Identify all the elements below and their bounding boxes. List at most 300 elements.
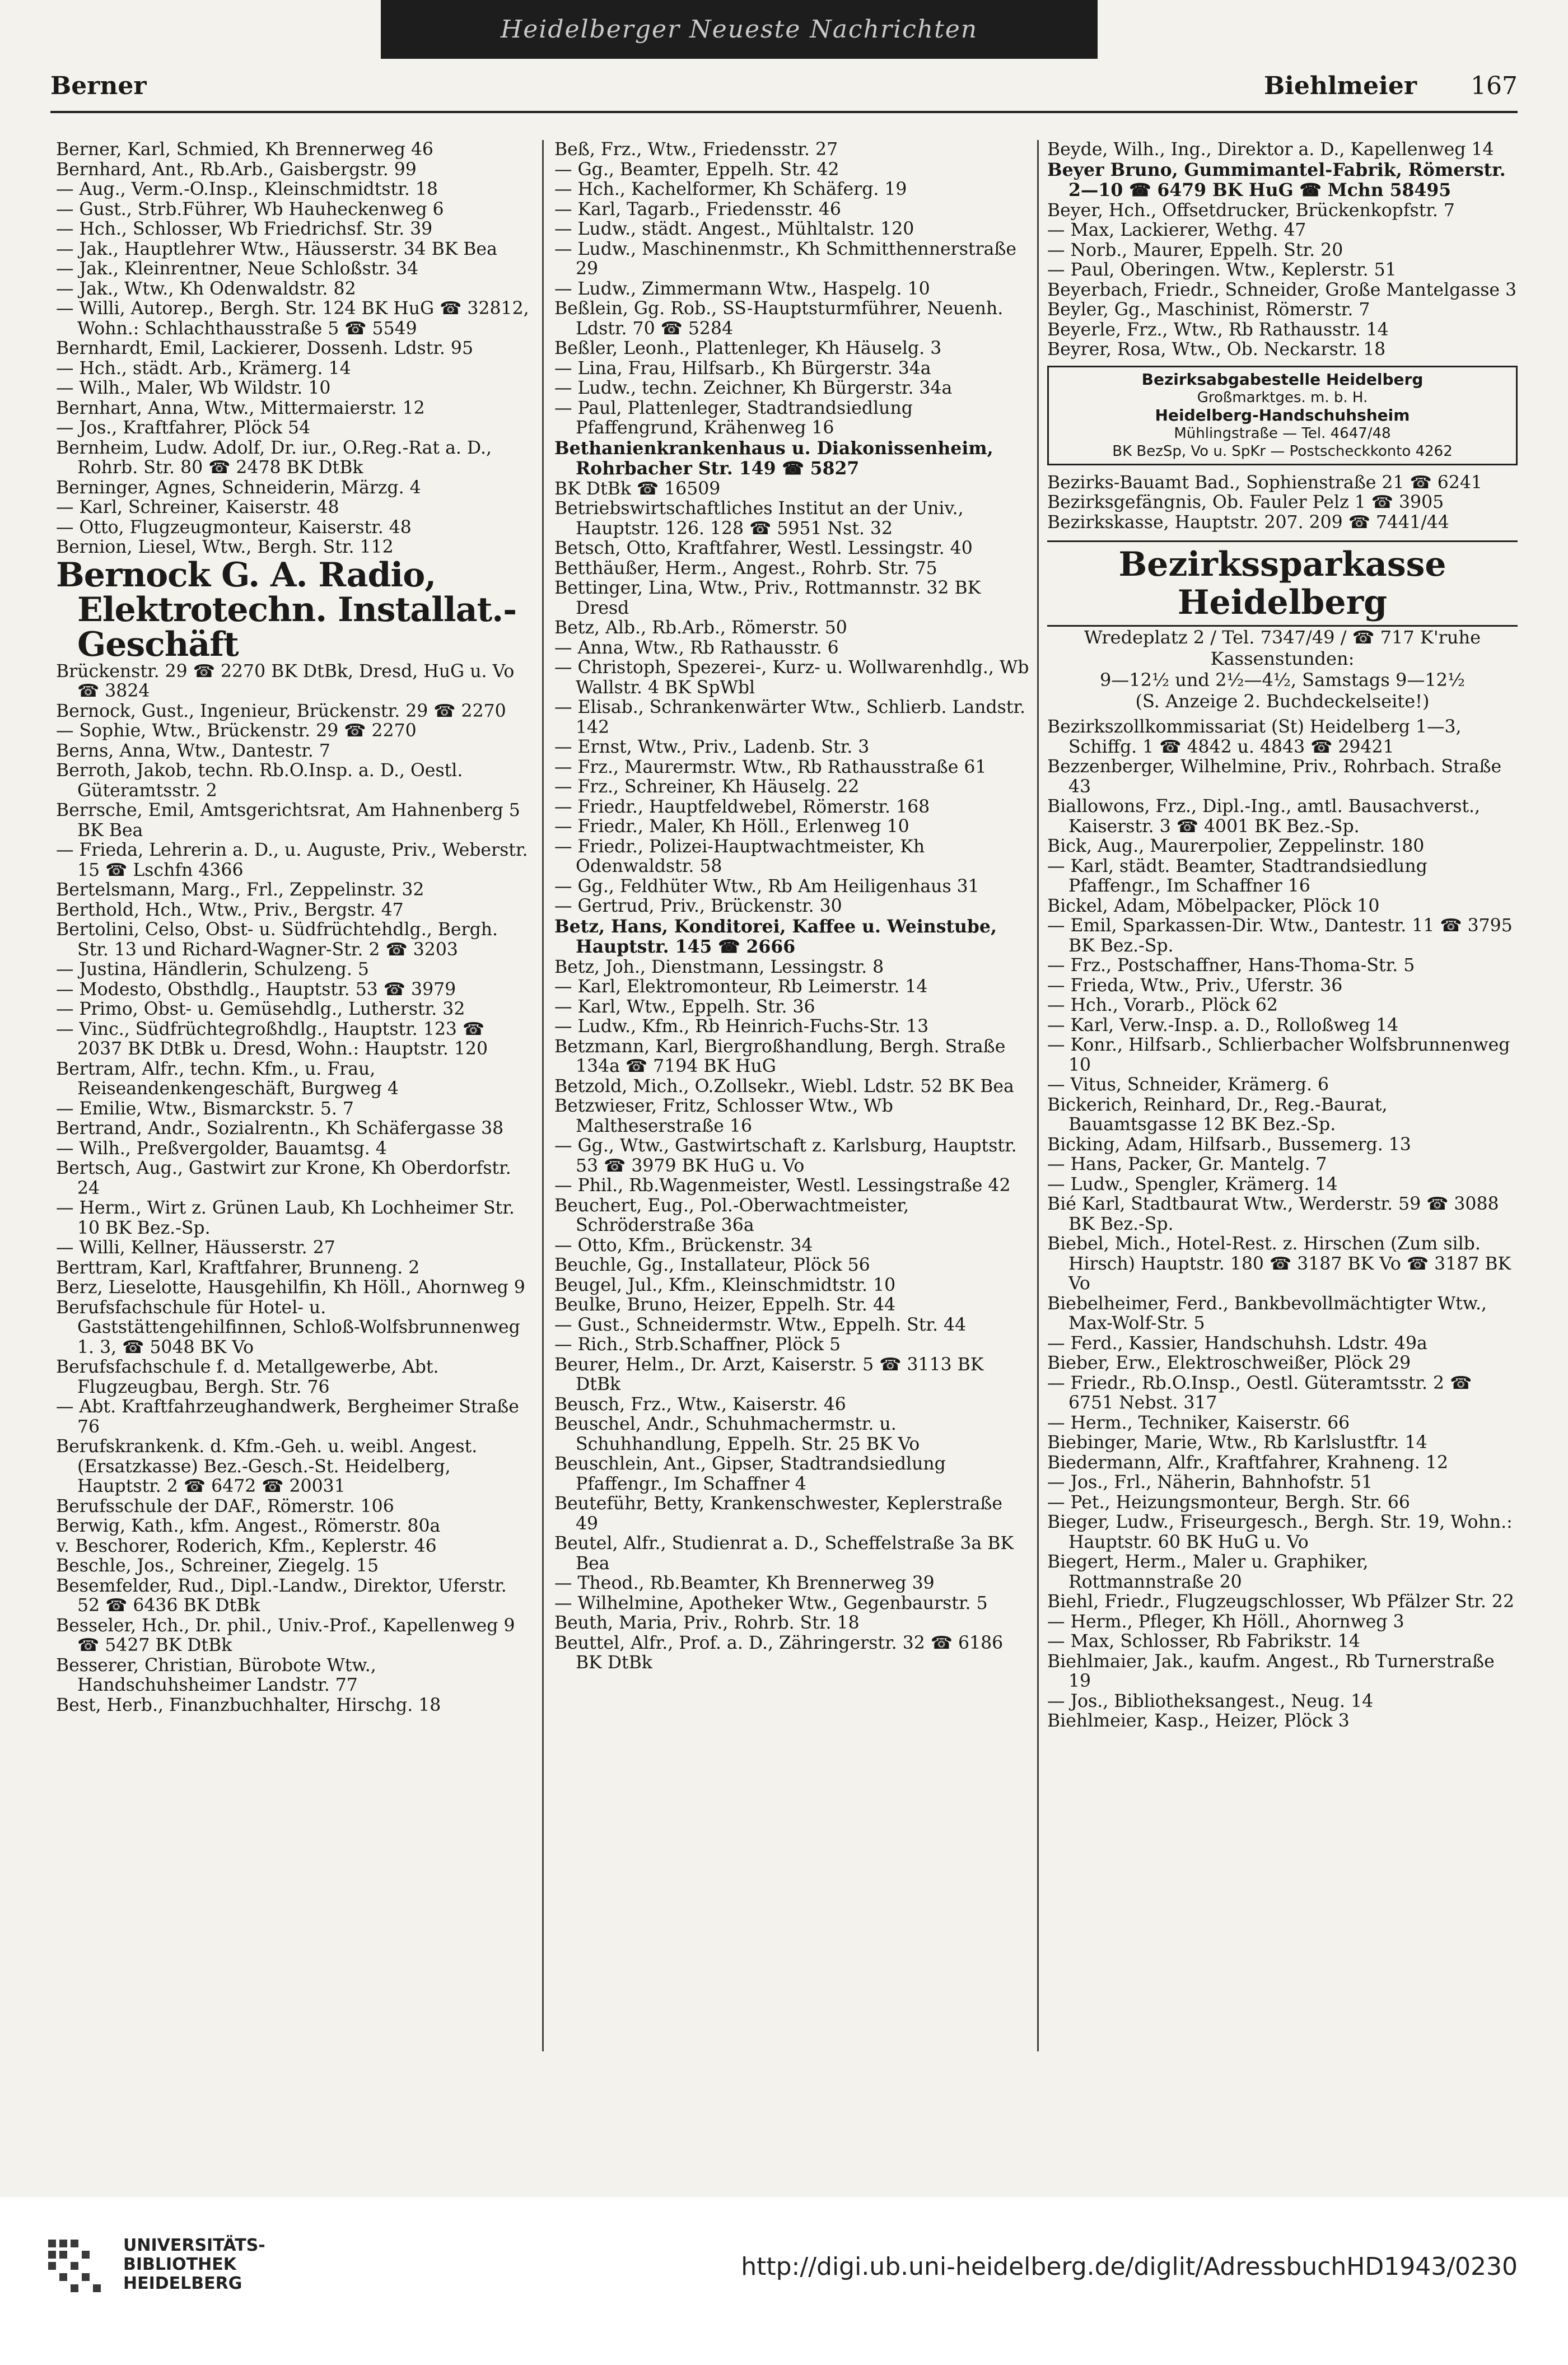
directory-entry — [554, 279, 1030, 300]
entry-text: — Hch., städt. Arb., Krämerg. 14 — [56, 358, 351, 379]
directory-entry — [1047, 897, 1518, 917]
directory-entry — [554, 1355, 1030, 1395]
ad-line: BK BezSp, Vo u. SpKr — Postscheckkonto 4262 — [1112, 442, 1453, 460]
entry-text: — Gg., Feldhüter Wtw., Rb Am Heiligenhaus 31 — [554, 876, 979, 897]
column-3 — [1047, 140, 1518, 2051]
directory-entry — [1047, 1374, 1518, 1414]
entry-text: Berns, Anna, Wtw., Dantestr. 7 — [56, 740, 330, 761]
directory-entry — [1047, 996, 1518, 1016]
directory-entry — [56, 180, 532, 200]
directory-entry — [56, 1556, 532, 1576]
directory-entry — [56, 1159, 532, 1198]
entry-text: Berufsschule der DAF., Römerstr. 106 — [56, 1496, 394, 1517]
directory-entry — [56, 1616, 532, 1656]
entry-text: Betzwieser, Fritz, Schlosser Wtw., Wb Maltheserstraße 16 — [554, 1096, 893, 1136]
directory-entry — [554, 1454, 1030, 1494]
entry-text: Berrsche, Emil, Amtsgerichtsrat, Am Hahnenberg 5 BK Bea — [56, 800, 520, 841]
directory-entry — [1047, 1433, 1518, 1453]
directory-entry — [554, 1316, 1030, 1336]
directory-entry — [554, 1037, 1030, 1077]
directory-entry — [56, 980, 532, 1000]
directory-entry — [56, 1198, 532, 1238]
entry-text: Bernhardt, Emil, Lackierer, Dossenh. Ldstr. 95 — [56, 338, 474, 358]
entry-text: Besemfelder, Rud., Dipl.-Landw., Direktor, Uferstr. 52 ☎ 6436 BK DtBk — [56, 1575, 507, 1616]
directory-entry — [56, 1099, 532, 1119]
newspaper-banner: Heidelberger Neueste Nachrichten — [381, 0, 1098, 59]
entry-text: — Gg., Beamter, Eppelh. Str. 42 — [554, 159, 839, 180]
entry-text: — Norb., Maurer, Eppelh. Str. 20 — [1047, 240, 1343, 260]
directory-entry — [1047, 1632, 1518, 1652]
entry-text: — Wilh., Preßvergolder, Bauamtsg. 4 — [56, 1138, 387, 1159]
entry-text: Berninger, Agnes, Schneiderin, Märzg. 4 — [56, 477, 421, 498]
directory-entry — [1047, 340, 1518, 360]
entry-text: — Theod., Rb.Beamter, Kh Brennerweg 39 — [554, 1573, 935, 1593]
directory-entry — [56, 761, 532, 801]
directory-entry — [554, 1574, 1030, 1594]
entry-text: Bick, Aug., Maurerpolier, Zeppelinstr. 180 — [1047, 836, 1425, 856]
ad-line: Mühlingstraße — Tel. 4647/48 — [1174, 425, 1391, 442]
entry-text: Beuschel, Andr., Schuhmachermstr. u. Schuhhandlung, Eppelh. Str. 25 BK Vo — [554, 1414, 920, 1454]
directory-entry — [554, 1176, 1030, 1196]
directory-entry — [554, 917, 1030, 958]
advertisement-box — [1047, 366, 1518, 465]
entry-text: Berz, Lieselotte, Hausgehilfin, Kh Höll., Ahornweg 9 — [56, 1277, 525, 1298]
directory-entry — [1047, 201, 1518, 221]
directory-entry — [56, 1278, 532, 1298]
entry-text: — Jak., Kleinrentner, Neue Schloßstr. 34 — [56, 259, 419, 279]
entry-text: — Rich., Strb.Schaffner, Plöck 5 — [554, 1335, 841, 1355]
entry-text: — Ludw., techn. Zeichner, Kh Bürgerstr. 34a — [554, 378, 953, 398]
directory-entry — [56, 1576, 532, 1616]
entry-text: Bieber, Erw., Elektroschweißer, Plöck 29 — [1047, 1353, 1411, 1373]
directory-entry — [554, 797, 1030, 818]
entry-text: — Modesto, Obsthdlg., Hauptstr. 53 ☎ 3979 — [56, 979, 456, 1000]
directory-entry — [554, 1634, 1030, 1673]
directory-entry — [56, 920, 532, 960]
directory-entry — [554, 997, 1030, 1018]
directory-entry — [56, 1238, 532, 1258]
directory-entry — [1047, 1035, 1518, 1075]
entry-text: — Otto, Flugzeugmonteur, Kaiserstr. 48 — [56, 517, 412, 538]
entry-text: Betzold, Mich., O.Zollsekr., Wiebl. Ldstr. 52 BK Bea — [554, 1076, 1014, 1097]
directory-entry — [56, 901, 532, 921]
entry-text: — Jak., Hauptlehrer Wtw., Häusserstr. 34 BK Bea — [56, 239, 497, 259]
entry-text: Bié Karl, Stadtbaurat Wtw., Werderstr. 59 ☎ 3088 BK Bez.-Sp. — [1047, 1194, 1499, 1234]
directory-entry — [1047, 1155, 1518, 1175]
entry-text: Brückenstr. 29 ☎ 2270 BK DtBk, Dresd, HuG u. Vo ☎ 3824 — [56, 661, 515, 701]
entry-text: Bezirkskasse, Hauptstr. 207. 209 ☎ 7441/44 — [1047, 512, 1449, 533]
directory-entry — [554, 379, 1030, 399]
entry-text: — Gust., Schneidermstr. Wtw., Eppelh. Str. 44 — [554, 1314, 967, 1335]
ad-line: Heidelberg-Handschuhsheim — [1155, 405, 1410, 425]
ad-line: Großmarktges. m. b. H. — [1197, 389, 1368, 406]
entry-text: — Elisab., Schrankenwärter Wtw., Schlierb. Landstr. 142 — [554, 697, 1026, 738]
directory-entry — [1047, 140, 1518, 160]
sparkasse-line: Wredeplatz 2 / Tel. 7347/49 / ☎ 717 K'ruhe — [1084, 627, 1481, 648]
entry-text: Beuschlein, Ant., Gipser, Stadtrandsiedlung Pfaffengr., Im Schaffner 4 — [554, 1454, 946, 1494]
directory-entry — [554, 1295, 1030, 1316]
directory-entry — [56, 702, 532, 722]
directory-entry — [1047, 320, 1518, 340]
directory-entry — [1047, 976, 1518, 996]
entry-text: — Pet., Heizungsmonteur, Bergh. Str. 66 — [1047, 1492, 1410, 1513]
directory-entry — [554, 140, 1030, 160]
entry-text: Bernhart, Anna, Wtw., Mittermaierstr. 12 — [56, 398, 425, 418]
directory-entry — [554, 1236, 1030, 1256]
directory-entry — [56, 518, 532, 538]
entry-text: — Paul, Plattenleger, Stadtrandsiedlung Pfaffengrund, Krähenweg 16 — [554, 398, 913, 438]
entry-text: Biebel, Mich., Hotel-Rest. z. Hirschen (Zum silb. Hirsch) Hauptstr. 180 ☎ 3187 BK Vo ☎ 3187 BK Vo — [1047, 1234, 1511, 1294]
directory-entry — [1047, 1612, 1518, 1632]
entry-text: Biebelheimer, Ferd., Bankbevollmächtigter Wtw., Max-Wolf-Str. 5 — [1047, 1293, 1487, 1333]
directory-entry — [56, 1258, 532, 1279]
directory-entry — [1047, 1354, 1518, 1374]
directory-entry — [1047, 1294, 1518, 1334]
directory-entry — [554, 638, 1030, 659]
entry-text: — Ernst, Wtw., Priv., Ladenb. Str. 3 — [554, 737, 870, 757]
directory-entry — [1047, 857, 1518, 897]
directory-entry — [1047, 300, 1518, 320]
directory-entry — [1047, 1234, 1518, 1294]
entry-text: — Frieda, Lehrerin a. D., u. Auguste, Priv., Weberstr. 15 ☎ Lschfn 4366 — [56, 840, 528, 880]
entry-text: Beuteführ, Betty, Krankenschwester, Keplerstraße 49 — [554, 1494, 1003, 1534]
entry-text: Beusch, Frz., Wtw., Kaiserstr. 46 — [554, 1394, 846, 1415]
directory-entry — [56, 200, 532, 220]
directory-entry — [554, 658, 1030, 698]
entry-text: Bezirksgefängnis, Ob. Fauler Pelz 1 ☎ 3905 — [1047, 492, 1444, 512]
directory-entry — [554, 1097, 1030, 1136]
entry-text: — Karl, Schreiner, Kaiserstr. 48 — [56, 497, 339, 517]
entry-text: Biegert, Herm., Maler u. Graphiker, Rottmannstraße 20 — [1047, 1552, 1369, 1592]
directory-entry — [1047, 1692, 1518, 1712]
directory-entry — [554, 439, 1030, 479]
entry-text: — Jos., Kraftfahrer, Plöck 54 — [56, 418, 311, 438]
directory-entry — [1047, 1711, 1518, 1732]
directory-entry — [56, 1656, 532, 1696]
entry-text: Berthold, Hch., Wtw., Priv., Bergstr. 47 — [56, 899, 404, 920]
directory-entry — [1047, 1493, 1518, 1513]
directory-entry — [554, 698, 1030, 738]
directory-entry — [56, 339, 532, 359]
directory-entry — [554, 777, 1030, 797]
entry-text: Biehlmeier, Kasp., Heizer, Plöck 3 — [1047, 1711, 1350, 1731]
directory-entry — [56, 741, 532, 762]
entry-text: — Justina, Händlerin, Schulzeng. 5 — [56, 959, 369, 979]
directory-entry — [554, 1276, 1030, 1296]
directory-entry — [554, 1335, 1030, 1355]
entry-text: Bertelsmann, Marg., Frl., Zeppelinstr. 32 — [56, 880, 424, 900]
entry-text: — Ludw., Kfm., Rb Heinrich-Fuchs-Str. 13 — [554, 1016, 929, 1037]
directory-entry — [1047, 1175, 1518, 1195]
directory-entry — [554, 359, 1030, 379]
directory-entry — [1047, 1652, 1518, 1692]
entry-text: — Jos., Frl., Näherin, Bahnhofstr. 51 — [1047, 1472, 1373, 1492]
directory-entry — [554, 738, 1030, 758]
directory-entry — [56, 880, 532, 901]
entry-text: Biehl, Friedr., Flugzeugschlosser, Wb Pfälzer Str. 22 — [1047, 1592, 1514, 1612]
directory-entry — [554, 897, 1030, 917]
entry-text: Berwig, Kath., kfm. Angest., Römerstr. 80a — [56, 1516, 441, 1536]
entry-text: Bertolini, Celso, Obst- u. Südfrüchtehdlg., Bergh. Str. 13 und Richard-Wagner-Str. 2 ☎ 3203 — [56, 920, 498, 960]
entry-text: Bickel, Adam, Möbelpacker, Plöck 10 — [1047, 895, 1380, 916]
directory-entry — [56, 841, 532, 880]
entry-text: BK DtBk ☎ 16509 — [554, 478, 721, 499]
entry-text: — Friedr., Rb.O.Insp., Oestl. Güteramtsstr. 2 ☎ 6751 Nebst. 317 — [1047, 1373, 1472, 1413]
entry-text: Bertrand, Andr., Sozialrentn., Kh Schäfergasse 38 — [56, 1118, 504, 1139]
column-1 — [56, 140, 532, 2051]
directory-entry — [554, 817, 1030, 837]
directory-entry — [554, 160, 1030, 180]
directory-entry — [1047, 1075, 1518, 1095]
directory-entry — [1047, 1513, 1518, 1552]
entry-text: Besseler, Hch., Dr. phil., Univ.-Prof., Kapellenweg 9 ☎ 5427 BK DtBk — [56, 1615, 515, 1655]
directory-entry — [554, 479, 1030, 500]
entry-text: Bethanienkrankenhaus u. Diakonissenheim, Rohrbacher Str. 149 ☎ 5827 — [554, 437, 993, 479]
directory-entry — [56, 259, 532, 279]
entry-text: — Ludw., Maschinenmstr., Kh Schmitthennerstraße 29 — [554, 239, 1017, 279]
entry-text: Betsch, Otto, Kraftfahrer, Westl. Lessingstr. 40 — [554, 538, 973, 558]
university-library-logo-icon — [45, 2236, 106, 2298]
entry-text: — Friedr., Hauptfeldwebel, Römerstr. 168 — [554, 796, 930, 817]
entry-text: Berufsfachschule f. d. Metallgewerbe, Abt. Flugzeugbau, Bergh. Str. 76 — [56, 1357, 439, 1397]
footer — [0, 2197, 1568, 2365]
directory-entry — [1047, 916, 1518, 956]
directory-entry — [56, 1696, 532, 1716]
directory-entry — [1047, 281, 1518, 301]
entry-text: — Karl, städt. Beamter, Stadtrandsiedlung Pfaffengr., Im Schaffner 16 — [1047, 856, 1427, 896]
entry-text: — Vitus, Schneider, Krämerg. 6 — [1047, 1075, 1329, 1095]
directory-entry — [554, 1077, 1030, 1097]
directory-entry — [554, 1017, 1030, 1037]
ad-line: Bezirksabgabestelle Heidelberg — [1141, 370, 1424, 389]
directory-entry — [554, 877, 1030, 897]
directory-entry — [1047, 1135, 1518, 1155]
directory-entry — [56, 279, 532, 300]
directory-entry — [554, 1415, 1030, 1454]
entry-text: — Ludw., Spengler, Krämerg. 14 — [1047, 1174, 1338, 1195]
entry-text: — Anna, Wtw., Rb Rathausstr. 6 — [554, 637, 839, 658]
entry-text: — Jak., Wtw., Kh Odenwaldstr. 82 — [56, 278, 356, 299]
entry-text: — Phil., Rb.Wagenmeister, Westl. Lessingstraße 42 — [554, 1175, 1011, 1196]
directory-entry — [554, 579, 1030, 618]
directory-entry — [56, 1000, 532, 1020]
entry-text: Betriebswirtschaftliches Institut an der Univ., Hauptstr. 126. 128 ☎ 5951 Nst. 32 — [554, 498, 964, 539]
directory-entry — [554, 977, 1030, 997]
entry-text: — Karl, Elektromonteur, Rb Leimerstr. 14 — [554, 977, 928, 997]
entry-text: Beßler, Leonh., Plattenleger, Kh Häuselg. 3 — [554, 338, 942, 358]
entry-text: Berufskrankenk. d. Kfm.-Geh. u. weibl. Angest. (Ersatzkasse) Bez.-Gesch.-St. Heidelberg, Hauptstr. 2 ☎ 6472 ☎ 20031 — [56, 1436, 478, 1496]
directory-entry — [554, 1494, 1030, 1534]
directory-entry — [554, 559, 1030, 579]
entry-text: — Max, Schlosser, Rb Fabrikstr. 14 — [1047, 1631, 1360, 1652]
directory-entry — [554, 758, 1030, 778]
sparkasse-notice — [1047, 540, 1518, 712]
entry-text: Betz, Hans, Konditorei, Kaffee u. Weinstube, Hauptstr. 145 ☎ 2666 — [554, 916, 997, 957]
directory-entry — [56, 1139, 532, 1159]
sparkasse-line: Kassenstunden: — [1210, 648, 1355, 669]
entry-text: — Karl, Verw.-Insp. a. D., Rolloßweg 14 — [1047, 1015, 1399, 1035]
entry-text: — Karl, Wtw., Eppelh. Str. 36 — [554, 996, 815, 1017]
directory-entry — [554, 1256, 1030, 1276]
directory-entry — [554, 339, 1030, 359]
sparkasse-line: 9—12½ und 2½—4½, Samstags 9—12½ — [1099, 669, 1466, 691]
directory-entry — [56, 439, 532, 478]
directory-entry — [56, 721, 532, 741]
entry-text: Bertram, Alfr., techn. Kfm., u. Frau, Reiseandenkengeschäft, Burgweg 4 — [56, 1058, 399, 1099]
column-divider — [1037, 140, 1039, 2051]
entry-text: Berufsfachschule für Hotel- u. Gaststättengehilfinnen, Schloß-Wolfsbrunnenweg 1. 3, ☎ 5048 BK Vo — [56, 1297, 520, 1358]
entry-text: Beuchert, Eug., Pol.-Oberwachtmeister, Schröderstraße 36a — [554, 1195, 909, 1235]
directory-entry — [56, 1437, 532, 1497]
entry-text: Beß, Frz., Wtw., Friedensstr. 27 — [554, 140, 838, 160]
directory-entry — [554, 240, 1030, 279]
directory-entry — [1047, 1016, 1518, 1036]
entry-text: Bezirkszollkommissariat (St) Heidelberg 1—3, Schiffg. 1 ☎ 4842 u. 4843 ☎ 29421 — [1047, 717, 1462, 757]
entry-text: Beutel, Alfr., Studienrat a. D., Scheffelstraße 3a BK Bea — [554, 1533, 1014, 1574]
directory-entry — [56, 160, 532, 180]
entry-text: — Abt. Kraftfahrzeughandwerk, Bergheimer Straße 76 — [56, 1397, 519, 1437]
directory-entry — [554, 220, 1030, 240]
entry-text: Betzmann, Karl, Biergroßhandlung, Bergh. Straße 134a ☎ 7194 BK HuG — [554, 1036, 1006, 1076]
entry-text: Beschle, Jos., Schreiner, Ziegelg. 15 — [56, 1556, 379, 1576]
column-divider — [542, 140, 544, 2051]
entry-text: — Emil, Sparkassen-Dir. Wtw., Dantestr. 11 ☎ 3795 BK Bez.-Sp. — [1047, 916, 1513, 956]
entry-text: Beyerbach, Friedr., Schneider, Große Mantelgasse 3 — [1047, 279, 1517, 300]
entry-text: Bieger, Ludw., Friseurgesch., Bergh. Str. 19, Wohn.: Hauptstr. 60 BK HuG u. Vo — [1047, 1512, 1513, 1552]
entry-text: Best, Herb., Finanzbuchhalter, Hirschg. 18 — [56, 1695, 441, 1715]
entry-text: Besserer, Christian, Bürobote Wtw., Handschuhsheimer Landstr. 77 — [56, 1655, 376, 1695]
directory-entry — [56, 1119, 532, 1139]
directory-entry — [1047, 1473, 1518, 1493]
entry-text: — Herm., Techniker, Kaiserstr. 66 — [1047, 1412, 1350, 1433]
entry-text: — Max, Lackierer, Wethg. 47 — [1047, 220, 1306, 240]
directory-entry — [56, 1358, 532, 1397]
entry-text: Beyer, Hch., Offsetdrucker, Brückenkopfstr. 7 — [1047, 200, 1455, 221]
column-2 — [554, 140, 1030, 2051]
directory-entry — [56, 498, 532, 518]
directory-entry — [56, 1537, 532, 1557]
directory-entry — [56, 801, 532, 841]
entry-text: Biedermann, Alfr., Kraftfahrer, Krahneng. 12 — [1047, 1452, 1448, 1473]
entry-text: — Christoph, Spezerei-, Kurz- u. Wollwarenhdlg., Wb Wallstr. 4 BK SpWbl — [554, 657, 1029, 698]
directory-entry — [56, 359, 532, 379]
directory-entry — [554, 180, 1030, 200]
entry-text: Berner, Karl, Schmied, Kh Brennerweg 46 — [56, 140, 433, 160]
source-url-link[interactable]: http://digi.ub.uni-heidelberg.de/diglit/AdressbuchHD1943/0230 — [741, 2252, 1518, 2281]
entry-text: — Frz., Postschaffner, Hans-Thoma-Str. 5 — [1047, 955, 1415, 976]
directory-entry — [56, 478, 532, 498]
entry-text: Bernock G. A. Radio, Elektrotechn. Installat.-Geschäft — [56, 555, 517, 664]
directory-entry — [554, 1534, 1030, 1574]
entry-text: — Frieda, Wtw., Priv., Uferstr. 36 — [1047, 975, 1343, 996]
library-name — [123, 2236, 265, 2293]
directory-entry — [554, 1395, 1030, 1415]
directory-entry — [56, 140, 532, 160]
directory-entry — [554, 539, 1030, 559]
directory-entry — [56, 299, 532, 339]
directory-entry — [1047, 1592, 1518, 1612]
entry-text: — Herm., Pfleger, Kh Höll., Ahornweg 3 — [1047, 1611, 1404, 1632]
directory-entry — [554, 1613, 1030, 1634]
entry-text: — Frz., Schreiner, Kh Häuselg. 22 — [554, 777, 860, 797]
entry-text: Beugel, Jul., Kfm., Kleinschmidtstr. 10 — [554, 1275, 896, 1295]
entry-text: — Gertrud, Priv., Brückenstr. 30 — [554, 896, 842, 916]
entry-text: Betthäußer, Herm., Angest., Rohrb. Str. 75 — [554, 558, 937, 579]
library-name-line: UNIVERSITÄTS- — [123, 2236, 265, 2255]
directory-entry — [1047, 473, 1518, 493]
entry-text: Berttram, Karl, Kraftfahrer, Brunneng. 2 — [56, 1257, 420, 1278]
entry-text: Beuchle, Gg., Installateur, Plöck 56 — [554, 1255, 870, 1275]
directory-entry — [56, 399, 532, 419]
directory-entry — [1047, 1414, 1518, 1434]
directory-entry — [1047, 241, 1518, 261]
directory-entry — [554, 499, 1030, 539]
entry-text: — Ludw., städt. Angest., Mühltalstr. 120 — [554, 219, 914, 239]
directory-entry — [56, 960, 532, 980]
entry-text: — Wilh., Maler, Wb Wildstr. 10 — [56, 378, 331, 398]
directory-entry — [1047, 1453, 1518, 1473]
directory-entry — [1047, 493, 1518, 513]
entry-text: Beyler, Gg., Maschinist, Römerstr. 7 — [1047, 300, 1370, 320]
library-name-line: HEIDELBERG — [123, 2274, 242, 2293]
entry-text: Beuttel, Alfr., Prof. a. D., Zähringerstr. 32 ☎ 6186 BK DtBk — [554, 1632, 1004, 1673]
entry-text: Betz, Alb., Rb.Arb., Römerstr. 50 — [554, 618, 847, 638]
entry-text: — Vinc., Südfrüchtegroßhdlg., Hauptstr. 123 ☎ 2037 BK DtBk u. Dresd, Wohn.: Hauptstr. 120 — [56, 1019, 488, 1059]
entry-text: Betz, Joh., Dienstmann, Lessingstr. 8 — [554, 957, 884, 977]
entry-text: Bickerich, Reinhard, Dr., Reg.-Baurat, Bauamtsgasse 12 BK Bez.-Sp. — [1047, 1094, 1388, 1135]
directory-entry — [1047, 797, 1518, 837]
entry-text: — Gg., Wtw., Gastwirtschaft z. Karlsburg, Hauptstr. 53 ☎ 3979 BK HuG u. Vo — [554, 1136, 1017, 1176]
directory-entry — [56, 1497, 532, 1517]
entry-text: — Willi, Kellner, Häusserstr. 27 — [56, 1238, 335, 1258]
entry-text: — Wilhelmine, Apotheker Wtw., Gegenbaurstr. 5 — [554, 1593, 988, 1613]
entry-text: Beyer Bruno, Gummimantel-Fabrik, Römerstr. 2—10 ☎ 6479 BK HuG ☎ Mchn 58495 — [1047, 159, 1506, 200]
directory-entry — [1047, 1195, 1518, 1234]
entry-text: Beuth, Maria, Priv., Rohrb. Str. 18 — [554, 1613, 860, 1633]
entry-text: Biehlmaier, Jak., kaufm. Angest., Rb Turnerstraße 19 — [1047, 1651, 1495, 1691]
directory-entry — [56, 379, 532, 399]
directory-entry — [56, 1298, 532, 1358]
entry-text: — Gust., Strb.Führer, Wb Hauheckenweg 6 — [56, 199, 444, 220]
directory-entry — [1047, 757, 1518, 797]
entry-text: Beßlein, Gg. Rob., SS-Hauptsturmführer, Neuenh. Ldstr. 70 ☎ 5284 — [554, 298, 1004, 339]
entry-text: — Hans, Packer, Gr. Mantelg. 7 — [1047, 1154, 1327, 1174]
entry-text: Beyrer, Rosa, Wtw., Ob. Neckarstr. 18 — [1047, 339, 1386, 360]
entry-text: Beurer, Helm., Dr. Arzt, Kaiserstr. 5 ☎ 3113 BK DtBk — [554, 1354, 984, 1394]
directory-entry — [554, 1196, 1030, 1236]
directory-entry — [554, 618, 1030, 638]
entry-text: — Hch., Schlosser, Wb Friedrichsf. Str. 39 — [56, 219, 433, 239]
entry-text: Bernion, Liesel, Wtw., Bergh. Str. 112 — [56, 537, 394, 557]
entry-text: — Emilie, Wtw., Bismarckstr. 5. 7 — [56, 1098, 354, 1119]
directory-entry — [1047, 513, 1518, 533]
entry-text: Beyerle, Frz., Wtw., Rb Rathausstr. 14 — [1047, 319, 1389, 340]
entry-text: Bezirks-Bauamt Bad., Sophienstraße 21 ☎ 6241 — [1047, 472, 1482, 493]
entry-text: — Frz., Maurermstr. Wtw., Rb Rathausstraße 61 — [554, 757, 987, 777]
directory-entry — [56, 240, 532, 260]
entry-text: — Paul, Oberingen. Wtw., Keplerstr. 51 — [1047, 260, 1397, 280]
directory-entry — [1047, 1334, 1518, 1354]
entry-text: — Hch., Kachelformer, Kh Schäferg. 19 — [554, 179, 907, 199]
directory-entry — [554, 399, 1030, 439]
directory-entry — [1047, 1552, 1518, 1592]
header-last-name: Biehlmeier — [1263, 72, 1417, 100]
entry-text: Beulke, Bruno, Heizer, Eppelh. Str. 44 — [554, 1295, 896, 1315]
sparkasse-title: Bezirkssparkasse Heidelberg — [1047, 540, 1518, 627]
directory-entry — [56, 538, 532, 558]
directory-entry — [1047, 837, 1518, 857]
entry-text: — Hch., Vorarb., Plöck 62 — [1047, 995, 1278, 1015]
